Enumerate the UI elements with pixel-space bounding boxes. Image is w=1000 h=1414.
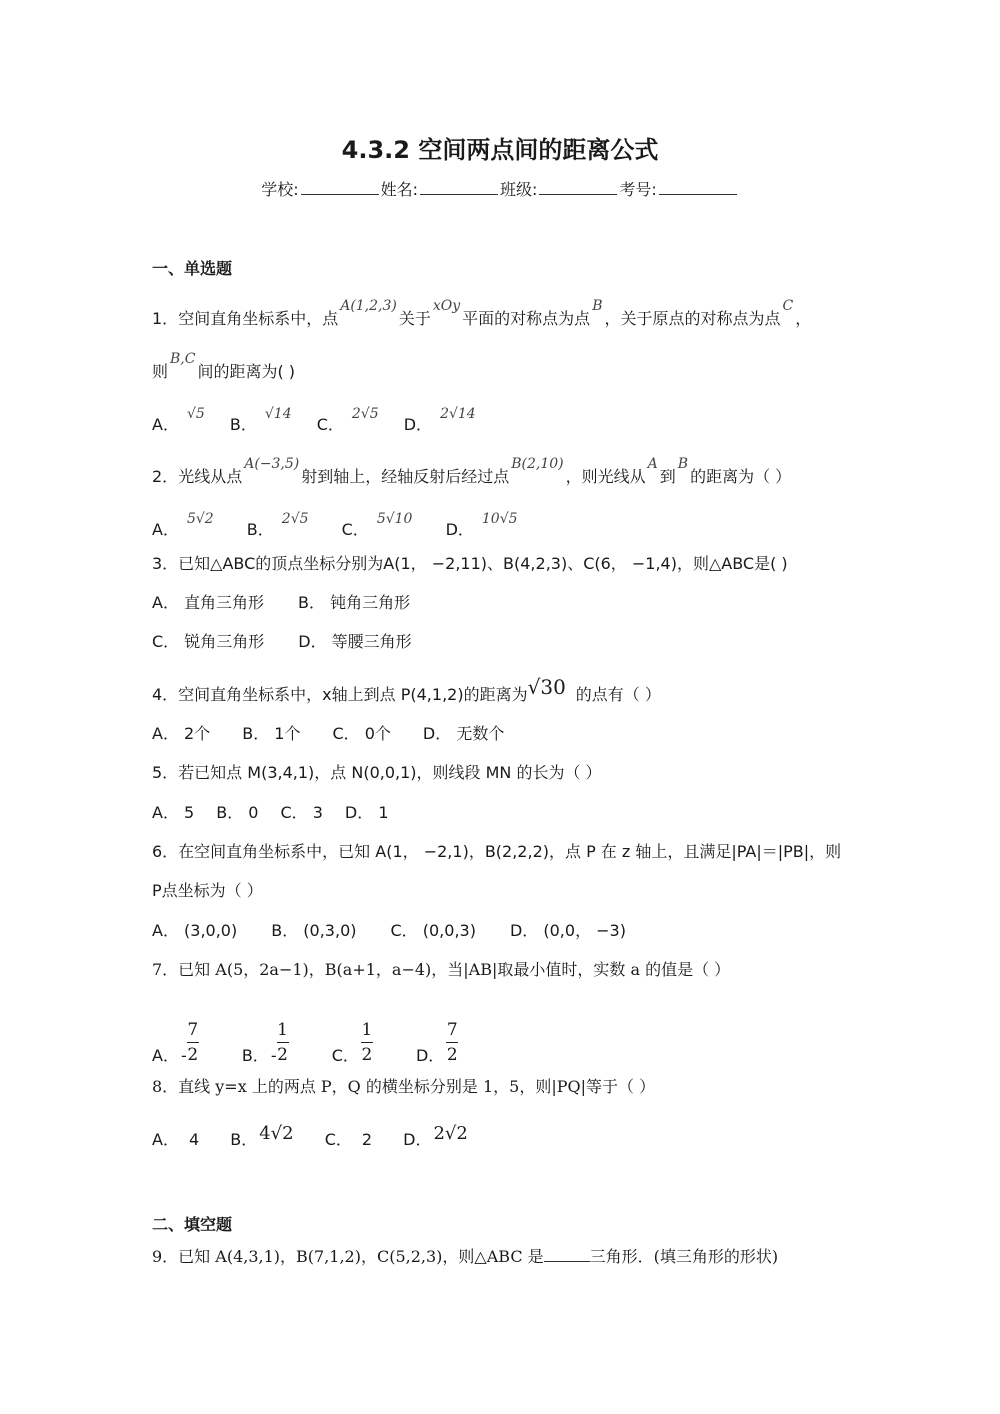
option-c[interactable]: C．5√10 xyxy=(341,511,413,539)
page-title: 4.3.2 空间两点间的距离公式 xyxy=(341,136,659,164)
exam-no-label: 考号: xyxy=(619,180,657,199)
class-blank[interactable] xyxy=(539,180,617,195)
math-point-a: A(1,2,3) xyxy=(340,298,397,314)
option-b[interactable]: B．2√5 xyxy=(246,511,309,539)
option-a[interactable]: A． - $\frac{7}{2}$ xyxy=(152,1020,199,1065)
option-a[interactable]: A． (3,0,0) xyxy=(152,921,238,940)
option-a[interactable]: A． 5 xyxy=(152,803,195,822)
question-3-text: 3．已知△ABC的顶点坐标分别为A(1， −2,11)、B(4,2,3)、C(6， −1,4)，则△ABC是( ) xyxy=(152,554,788,573)
option-c[interactable]: C． 2 xyxy=(324,1130,373,1149)
option-b[interactable]: B． 0 xyxy=(216,803,259,822)
math-a: A xyxy=(647,456,658,472)
math-point-a: A(−3,5) xyxy=(244,456,300,472)
option-d[interactable]: D． (0,0， −3) xyxy=(509,921,626,940)
option-c[interactable]: C．2√5 xyxy=(316,406,379,434)
option-d[interactable]: D． 等腰三角形 xyxy=(298,632,412,651)
math-point-c: C xyxy=(782,298,794,314)
option-b[interactable]: B． 4√2 xyxy=(230,1123,294,1149)
question-6-options xyxy=(152,918,626,941)
question-6-line-1: 6．在空间直角坐标系中，已知 A(1， −2,1)，B(2,2,2)，点 P 在 z 轴上，且满足|PA|＝|PB|，则 xyxy=(152,842,842,861)
option-d[interactable]: D． 2√2 xyxy=(403,1123,468,1149)
question-1-options xyxy=(152,406,482,435)
question-8-options xyxy=(152,1123,468,1150)
question-8-text: 8．直线 y=x 上的两点 P，Q 的横坐标分别是 1，5，则|PQ|等于（ ） xyxy=(152,1077,656,1096)
question-4-options xyxy=(152,721,504,744)
math-plane-xoy: xOy xyxy=(432,298,461,314)
class-label: 班级: xyxy=(500,180,538,199)
school-blank[interactable] xyxy=(301,180,379,195)
math-point-b: B xyxy=(592,298,603,314)
question-1-line-1: 1．空间直角坐标系中，点A(1,2,3)关于xOy平面的对称点为点B，关于原点的对称点为点C， xyxy=(152,298,812,328)
option-d[interactable]: D．10√5 xyxy=(445,511,518,539)
option-a[interactable]: A． 4 xyxy=(152,1130,200,1149)
math-points-bc: B,C xyxy=(170,351,196,367)
option-c[interactable]: C． (0,0,3) xyxy=(390,921,476,940)
option-b[interactable]: B． - $\frac{1}{2}$ xyxy=(241,1020,288,1065)
question-7-options xyxy=(152,1020,458,1079)
question-3-options-row-1 xyxy=(152,590,410,613)
question-4-text: 4．空间直角坐标系中，x轴上到点 P(4,1,2)的距离为√30 的点有（ ） xyxy=(152,675,661,704)
option-c[interactable]: C． $\frac{1}{2}$ xyxy=(331,1020,373,1065)
fraction: $\frac{7}{2}$ xyxy=(187,1020,199,1065)
math-b: B xyxy=(677,456,689,472)
fraction: $\frac{7}{2}$ xyxy=(446,1020,458,1065)
question-7-text: 7．已知 A(5，2a−1)，B(a+1，a−4)，当|AB|取最小值时，实数 a 的值是（ ） xyxy=(152,960,731,979)
option-a[interactable]: A． 2个 xyxy=(152,724,211,743)
option-b[interactable]: B． 1个 xyxy=(242,724,301,743)
option-a[interactable]: A．5√2 xyxy=(152,511,214,539)
option-b[interactable]: B． (0,3,0) xyxy=(271,921,357,940)
math-point-b: B(2,10) xyxy=(511,456,564,472)
option-d[interactable]: D． 无数个 xyxy=(422,724,505,743)
fraction: $\frac{1}{2}$ xyxy=(277,1020,288,1065)
section-heading-single-choice: 一、单选题 xyxy=(152,259,233,278)
name-label: 姓名: xyxy=(380,180,418,199)
question-1-line-2: 则B,C间的距离为( ) xyxy=(152,351,296,381)
question-6-line-2: P点坐标为（ ） xyxy=(152,881,263,900)
question-3-options-row-2 xyxy=(152,629,412,652)
question-2-options xyxy=(152,511,524,540)
math-sqrt-30: √30 xyxy=(527,675,566,699)
exam-no-blank[interactable] xyxy=(659,180,737,195)
option-a[interactable]: A． 直角三角形 xyxy=(152,593,265,612)
school-label: 学校: xyxy=(261,180,299,199)
question-2-line-1: 2．光线从点A(−3,5)射到轴上，经轴反射后经过点B(2,10)，则光线从A到B的距离为（ ） xyxy=(152,456,792,486)
question-5-options xyxy=(152,800,389,823)
question-9-text: 9．已知 A(4,3,1)，B(7,1,2)，C(5,2,3)，则△ABC 是 三角形．(填三角形的形状) xyxy=(152,1247,779,1266)
section-heading-fill-in: 二、填空题 xyxy=(152,1215,233,1234)
question-5-text: 5．若已知点 M(3,4,1)，点 N(0,0,1)，则线段 MN 的长为（ ） xyxy=(152,763,602,782)
name-blank[interactable] xyxy=(420,180,498,195)
option-c[interactable]: C． 0个 xyxy=(332,724,391,743)
option-a[interactable]: A．√5 xyxy=(152,406,205,434)
answer-blank[interactable] xyxy=(544,1247,590,1262)
option-d[interactable]: D． 1 xyxy=(344,803,389,822)
fraction: $\frac{1}{2}$ xyxy=(361,1020,373,1065)
option-b[interactable]: B．√14 xyxy=(229,406,292,434)
option-c[interactable]: C． 3 xyxy=(280,803,323,822)
student-info-line xyxy=(0,177,1000,200)
option-b[interactable]: B． 钝角三角形 xyxy=(298,593,411,612)
option-d[interactable]: D．2√14 xyxy=(403,406,476,434)
option-c[interactable]: C． 锐角三角形 xyxy=(152,632,265,651)
option-d[interactable]: D． $\frac{7}{2}$ xyxy=(415,1020,458,1065)
